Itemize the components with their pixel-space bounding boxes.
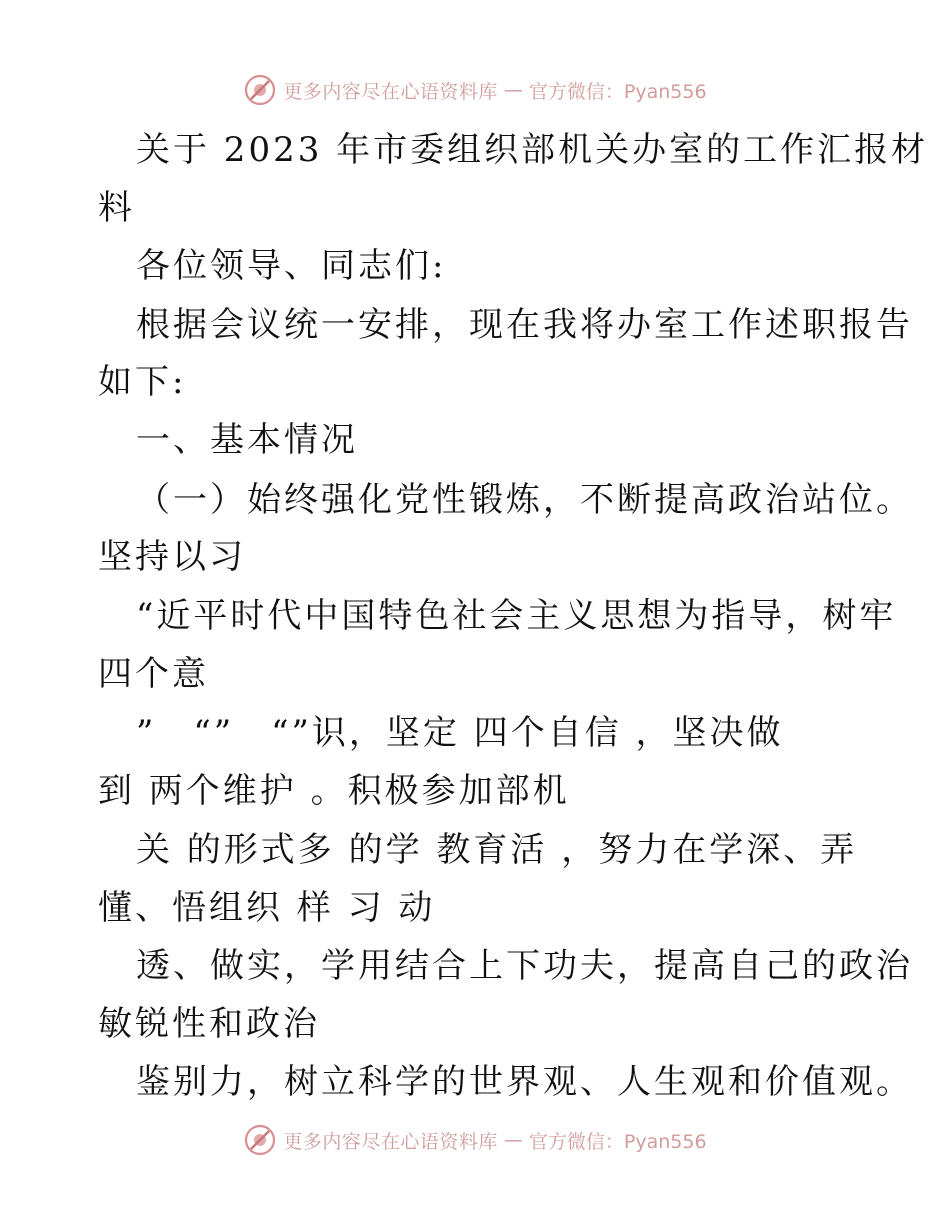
watermark-text: 更多内容尽在心语资料库 [283, 80, 498, 103]
watermark-text: 更多内容尽在心语资料库 [283, 1130, 498, 1153]
doc-paragraph-line: 如下: [98, 362, 187, 402]
doc-paragraph-line: 四个意 [98, 654, 209, 694]
doc-paragraph-line: 到 两个维护 。积极参加部机 [98, 771, 570, 811]
doc-section-heading: 一、基本情况 [136, 420, 358, 460]
watermark-dash: — [503, 1129, 523, 1151]
doc-title-line-1: 关于 2023 年市委组织部机关办室的工作汇报材 [136, 130, 929, 170]
doc-paragraph-line: 根据会议统一安排，现在我将办室工作述职报告 [136, 305, 913, 345]
doc-subsection-heading: （一）始终强化党性锻炼，不断提高政治站位。 [136, 480, 913, 520]
doc-title-line-2: 料 [98, 188, 135, 228]
watermark-contact: 官方微信：Pyan556 [528, 1130, 707, 1153]
doc-paragraph-line: 鉴别力，树立科学的世界观、人生观和价值观。 [136, 1062, 913, 1102]
logo-icon [243, 1123, 277, 1157]
doc-paragraph-line: 透、做实，学用结合上下功夫，提高自己的政治 [136, 946, 913, 986]
doc-paragraph-line: ” “” “”识，坚定 四个自信 ，坚决做 [136, 713, 784, 753]
doc-salutation: 各位领导、同志们: [136, 246, 447, 286]
doc-paragraph-line: 敏锐性和政治 [98, 1004, 320, 1044]
doc-paragraph-line: 坚持以习 [98, 537, 246, 577]
watermark-dash: — [503, 79, 523, 101]
watermark-footer [0, 1120, 950, 1160]
watermark-contact: 官方微信：Pyan556 [528, 80, 707, 103]
doc-paragraph-line: 关 的形式多 的学 教育活 ，努力在学深、弄 [136, 830, 858, 870]
doc-paragraph-line: 懂、悟组织 样 习 动 [98, 888, 436, 928]
doc-paragraph-line: “近平时代中国特色社会主义思想为指导，树牢 [136, 596, 897, 636]
